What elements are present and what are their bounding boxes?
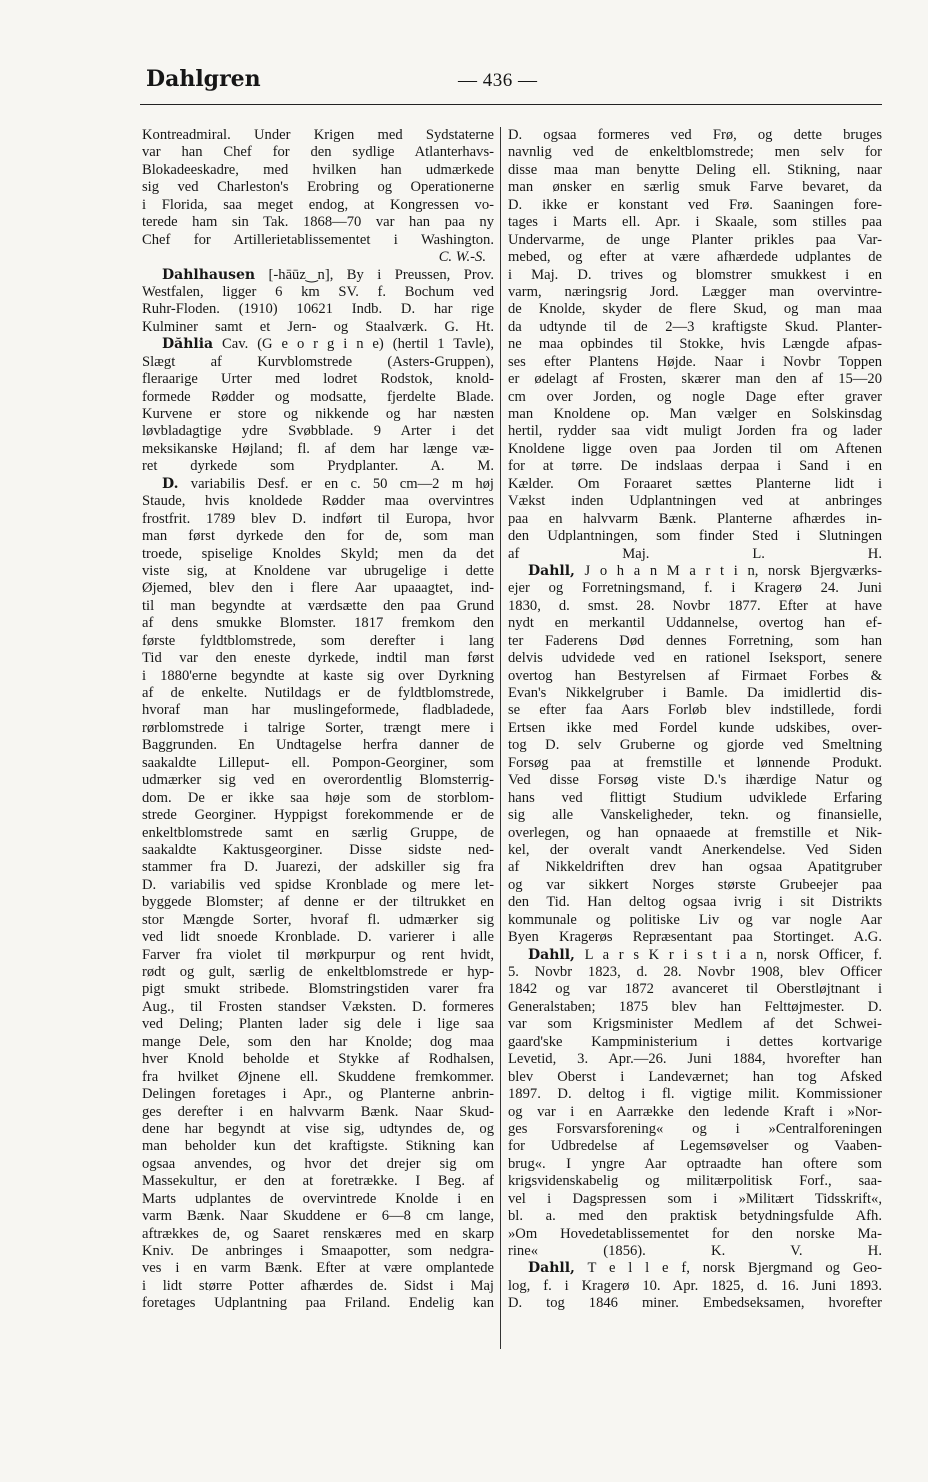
text-line: overtog han Bestyrelsen af Firmaet Forbes &	[508, 667, 882, 684]
text-line: Slægt af Kurvblomstrede (Asters-Gruppen),	[142, 353, 494, 370]
text-line: 5. Novbr 1823, d. 28. Novbr 1908, blev Officer	[508, 964, 882, 980]
text-line: kommunale og politiske Liv og var nogle Aar	[508, 911, 882, 928]
text-line: overlegen, og han opnaaede at fremstille et Nik-	[508, 824, 882, 841]
text-line: ges Forsvarsforening« og i »Centralforeningen	[508, 1120, 882, 1137]
text-line: man Knoldene op. Man vælger en Solskinsdag	[508, 406, 882, 422]
text-line: Byen Kragerøs Repræsentant paa Stortinget. A.G.	[508, 929, 882, 946]
text-line: udmærker sig ved en overordentlig Blomsterrig-	[142, 772, 494, 789]
text-line: blev Oberst i Landeværnet; han tog Afsked	[508, 1068, 882, 1085]
author-signature: C. W.-S.	[438, 249, 486, 266]
text-line: ogsaa anvendes, og hvor det drejer sig om	[142, 1155, 494, 1172]
text-line: pigt smukt stribede. Blomstringstiden varer fra	[142, 981, 494, 998]
text-line: Evan's Nikkelgruber i Bamle. Da imidlertid dis-	[508, 685, 882, 701]
text-line: hvoraf man har muslingeformede, fladbladede,	[142, 702, 494, 719]
text-line: aftrækkes de, og Saaret renskæres med en skarp	[142, 1225, 494, 1242]
text-line: ejer og Forretningsmand, f. i Kragerø 24. Juni	[508, 580, 882, 597]
text-line: Kulminer samt et Jern- og Staalværk. G. Ht.	[142, 318, 494, 335]
text-line: Ertsen ikke med Fordel kunde udskibes, over-	[508, 719, 882, 736]
text-line: hver Knold beholde et Stykke af Rodhalsen,	[142, 1051, 494, 1068]
text-line: Westfalen, ligger 6 km SV. f. Bochum ved	[142, 283, 494, 300]
text-line: Undervarme, de unge Planter prikles paa Var-	[508, 231, 882, 248]
text-line: rødt og gult, særlig de enkeltblomstrede er hyp-	[142, 964, 494, 980]
text-line: ter Faderens Død dennes Forretning, som han	[508, 632, 882, 649]
text-line: paa en halvvarm Bænk. Planterne afhærdes in-	[508, 510, 882, 527]
text-line: foretages Udplantning paa Friland. Endelig kan	[142, 1295, 494, 1312]
text-line: man ønsker en særlig smuk Farve bevaret, da	[508, 179, 882, 196]
text-line: Kontreadmiral. Under Krigen med Sydstaterne	[142, 127, 494, 143]
text-line: troede, spiselige Knoldes Skyld; men da det	[142, 545, 494, 562]
entry-headword: Dăhlia	[162, 336, 214, 353]
text-line: log, f. i Kragerø 10. Apr. 1825, d. 16. Juni 1893.	[508, 1277, 882, 1294]
text-line: Knoldene ligge oven paa Jorden til om Aftenen	[508, 440, 882, 457]
text-line: Farver fra violet til mørkpurpur og rent hvidt,	[142, 946, 494, 963]
text-line: bl. a. med den praktisk betydningsfulde Afh.	[508, 1208, 882, 1225]
right-column	[508, 127, 882, 1313]
left-column	[142, 127, 494, 1313]
text-line: de Knolde, skyder de flere Skud, og man maa	[508, 301, 882, 318]
text-line: meksikanske Højland; fl. af dem har længe væ-	[142, 440, 494, 457]
entry-headword: Dahll,	[528, 1260, 575, 1277]
entry-headword: D.	[162, 475, 179, 492]
text-line: rørblomstrede i talrige Sorter, trængt mere i	[142, 719, 494, 736]
text-line: Forsøg paa at fremstille et lønnende Produkt.	[508, 754, 882, 771]
text-line: første fyldtblomstrede, som derefter i lang	[142, 632, 494, 649]
text-line: byggede Blomster; af denne er der tiltrukket en	[142, 894, 494, 911]
text-line: mange Dele, som den har Knolde; dog maa	[142, 1033, 494, 1050]
entry-start-line: Dahll, T e l l e f, norsk Bjergmand og Geo-	[528, 1260, 882, 1277]
entry-start-line: Dahll, L a r s K r i s t i a n, norsk Officer, f.	[528, 946, 882, 963]
text-line: og var sikkert Norges største Grubeejer paa	[508, 876, 882, 893]
text-line: cm over Jorden, og nogle Dage efter graver	[508, 388, 882, 405]
text-line: hertil, rydder saa vidt muligt Jorden fra og lader	[508, 423, 882, 440]
text-line: Delingen foretages i Apr., og Planterne anbrin-	[142, 1086, 494, 1103]
text-line: Ved disse Forsøg viste D.'s ihærdige Natur og	[508, 772, 882, 789]
text-line: ges derefter i en halvvarm Bænk. Naar Skud-	[142, 1103, 494, 1120]
entry-start-line: Dăhlia Cav. (G e o r g i n e) (hertil 1 Tavle),	[162, 336, 494, 353]
text-line: løvbladagtige ydre Svøbblade. 9 Arter i det	[142, 423, 494, 440]
text-line: Aug., til Frosten standser Væksten. D. formeres	[142, 998, 494, 1015]
text-line: Generalstaben; 1875 blev han Felttøjmester. D.	[508, 998, 882, 1015]
text-line: brug«. I yngre Aar optraadte han oftere som	[508, 1155, 882, 1172]
text-line: Kniv. De anbringes i Smaapotter, som nedgra-	[142, 1243, 494, 1259]
text-line: D. ikke er konstant ved Frø. Saaningen fore-	[508, 196, 882, 213]
text-line: Tid var den eneste dyrkede, indtil man først	[142, 650, 494, 667]
text-line: nydt en merkantil Uddannelse, overtog han ef-	[508, 615, 882, 632]
text-line: ves i en varm Bænk. Efter at være omplantede	[142, 1260, 494, 1277]
text-line: enkeltblomstrede samt en særlig Gruppe, de	[142, 824, 494, 841]
text-line: fleraarige Urter med lodret Rodstok, knold-	[142, 371, 494, 388]
entry-start-line: D. variabilis Desf. er en c. 50 cm—2 m høj	[162, 475, 494, 492]
text-line: fra hvilket Øjnene ell. Skuddene fremkommer.	[142, 1068, 494, 1085]
text-line: og var i en Aarrække den ledende Kraft i »Nor-	[508, 1103, 882, 1120]
text-line: tages i Marts ell. Apr. i Skaale, som stilles paa	[508, 214, 882, 231]
text-line: tog D. selv Gruberne og gjorde ved Smeltning	[508, 737, 882, 754]
text-line: Blokadeeskadre, med hvilken han udmærkede	[142, 161, 494, 178]
text-line: Chef for Artillerietablissementet i Washington.	[142, 231, 494, 248]
text-line: af Maj. L. H.	[508, 545, 882, 562]
text-line: »Om Hovedetablissementet for den norske Ma-	[508, 1225, 882, 1242]
text-line: Kurvene er store og nikkende og har næsten	[142, 406, 494, 422]
text-line: Ruhr-Floden. (1910) 10621 Indb. D. har rige	[142, 301, 494, 318]
text-line: Kælder. Om Foraaret sættes Planterne lidt i	[508, 475, 882, 492]
text-line: i 1880'erne begyndte at kaste sig over Dyrkning	[142, 667, 494, 684]
entry-headword: Dahll,	[528, 946, 575, 963]
entry-start-line: Dahll, J o h a n M a r t i n, norsk Bjergværks-	[528, 562, 882, 579]
text-line: i Florida, saa meget endog, at Kongressen vo-	[142, 196, 494, 213]
text-line: Marts udplantes de overvintrede Knolde i en	[142, 1190, 494, 1207]
text-line: se efter faa Aars Forløb blev indstillede, fordi	[508, 702, 882, 719]
text-line: ved Deling; Planten lader sig dele i lige saa	[142, 1016, 494, 1033]
text-line: vel i Dagspressen som i »Militært Tidsskrift«,	[508, 1190, 882, 1207]
text-line: dom. De er ikke saa høje som de storblom-	[142, 789, 494, 806]
text-line: formede Rødder og modsatte, fjerdelte Blade.	[142, 388, 494, 405]
text-line: man beholder kun det kraftigste. Stikning kan	[142, 1138, 494, 1155]
text-line: stor Mængde Sorter, hvoraf fl. udmærker sig	[142, 911, 494, 928]
text-line: den Tid. Han deltog ogsaa ivrig i sit Distrikts	[508, 894, 882, 911]
text-line: man først dyrkede den for de, som man	[142, 528, 494, 545]
running-headword: Dahlgren	[146, 66, 261, 92]
text-line: er ødelagt af Frosten, skærer man den af 15—20	[508, 371, 882, 388]
text-line: var som Krigsminister Medlem af det Schwei-	[508, 1016, 882, 1033]
text-line: mebed, og efter at være afhærdede udplantes de	[508, 249, 882, 266]
text-line: D. tog 1846 miner. Embedseksamen, hvorefter	[508, 1295, 882, 1312]
text-line: af dens smukke Blomster. 1817 fremkom den	[142, 615, 494, 632]
text-line: ret dyrkede som Prydplanter. A. M.	[142, 458, 494, 475]
text-line: hans ved flittigt Studium udviklede Erfaring	[508, 789, 882, 806]
entry-headword: Dahlhausen	[162, 266, 256, 283]
text-line: til man begyndte at værdsætte den paa Grund	[142, 597, 494, 614]
text-line: saakaldte Kaktusgeorginer. Disse sidste ned-	[142, 841, 494, 858]
text-line: Baggrunden. En Undtagelse herfra danner de	[142, 737, 494, 754]
text-line: saakaldte Lilleput- ell. Pompon-Georginer, som	[142, 754, 494, 771]
text-line: viste sig, at Knoldene var ubrugelige i dette	[142, 562, 494, 579]
text-line: dene har begyndt at vise sig, udtyndes de, og	[142, 1120, 494, 1137]
text-line: delvis udvidede ved en rationel Iseksport, senere	[508, 650, 882, 667]
text-line: Levetid, 3. Apr.—26. Juni 1884, hvorefter han	[508, 1051, 882, 1068]
text-line: terede ham sin Tak. 1868—70 var han paa ny	[142, 214, 494, 231]
text-line: navnlig ved de enkeltblomstrede; men selv for	[508, 144, 882, 161]
text-line: ne maa opbindes til Stokke, hvis Længde afpas-	[508, 336, 882, 353]
text-line: ved lidt snoede Kronblade. D. varierer i alle	[142, 929, 494, 946]
running-header	[146, 66, 886, 102]
text-line: af de enkelte. Nutildags er de fyldtblomstrede,	[142, 685, 494, 701]
text-line: varm Bænk. Naar Skuddene er 6—8 cm lange,	[142, 1208, 494, 1225]
entry-headword: Dahll,	[528, 562, 575, 579]
text-line: sig ved Charleston's Erobring og Operationerne	[142, 179, 494, 196]
column-divider	[500, 127, 501, 1349]
page-number: — 436 —	[458, 70, 538, 91]
text-line: for Udbredelse af Legemsøvelser og Vaaben-	[508, 1138, 882, 1155]
entry-start-line: Dahlhausen [-hāūz‿n], By i Preussen, Prov.	[162, 266, 494, 283]
text-line: 1842 og var 1872 avanceret til Oberstløjtnant i	[508, 981, 882, 998]
text-line: Øjemed, blev den i flere Aar upaaagtet, ind-	[142, 580, 494, 597]
text-line: stammer fra D. Juarezi, der adskiller sig fra	[142, 859, 494, 876]
text-line: strede Georginer. Hyppigst forekommende er de	[142, 807, 494, 824]
text-line: krigsvidenskabelig og militærpolitisk Forf., saa-	[508, 1173, 882, 1190]
text-line: varm, næringsrig Jord. Lægger man overvintre-	[508, 283, 882, 300]
text-line: frostfrit. 1789 blev D. indført til Europa, hvor	[142, 510, 494, 527]
text-line: i Maj. D. trives og blomstrer smukkest i en	[508, 266, 882, 283]
text-line: da udtynde til de 2—3 kraftigste Skud. Planter-	[508, 318, 882, 335]
text-line: Staude, hvis knoldede Rødder maa overvintres	[142, 493, 494, 510]
text-line: disse maa man benytte Deling ell. Stikning, naar	[508, 161, 882, 178]
text-line: D. variabilis ved spidse Kronblade og mere let-	[142, 876, 494, 893]
text-line: i lidt større Potter afhærdes de. Sidst i Maj	[142, 1277, 494, 1294]
text-line: ses efter Plantens Højde. Naar i Novbr Toppen	[508, 353, 882, 370]
text-line: var han Chef for den sydlige Atlanterhavs-	[142, 144, 494, 161]
text-line: gaard'ske Kampministerium i dettes kortvarige	[508, 1033, 882, 1050]
text-line: rine« (1856). K. V. H.	[508, 1243, 882, 1259]
text-line: af Nikkeldriften drev han ogsaa Apatitgruber	[508, 859, 882, 876]
text-line: 1897. D. deltog i fl. vigtige milit. Kommissioner	[508, 1086, 882, 1103]
text-line: 1830, d. smst. 28. Novbr 1877. Efter at have	[508, 597, 882, 614]
header-rule	[140, 104, 882, 105]
text-line: D. ogsaa formeres ved Frø, og dette bruges	[508, 127, 882, 143]
text-line: for at tørre. De indslaas derpaa i Sand i en	[508, 458, 882, 475]
text-line: sig alle Vanskeligheder, tekn. og finansielle,	[508, 807, 882, 824]
text-line: kel, der overalt vandt Anerkendelse. Ved Siden	[508, 841, 882, 858]
text-line: Vækst inden Udplantningen ved at anbringes	[508, 493, 882, 510]
text-line: Massekultur, er den at foretrække. I Beg. af	[142, 1173, 494, 1190]
text-line: den Udplantningen, som finder Sted i Slutningen	[508, 528, 882, 545]
